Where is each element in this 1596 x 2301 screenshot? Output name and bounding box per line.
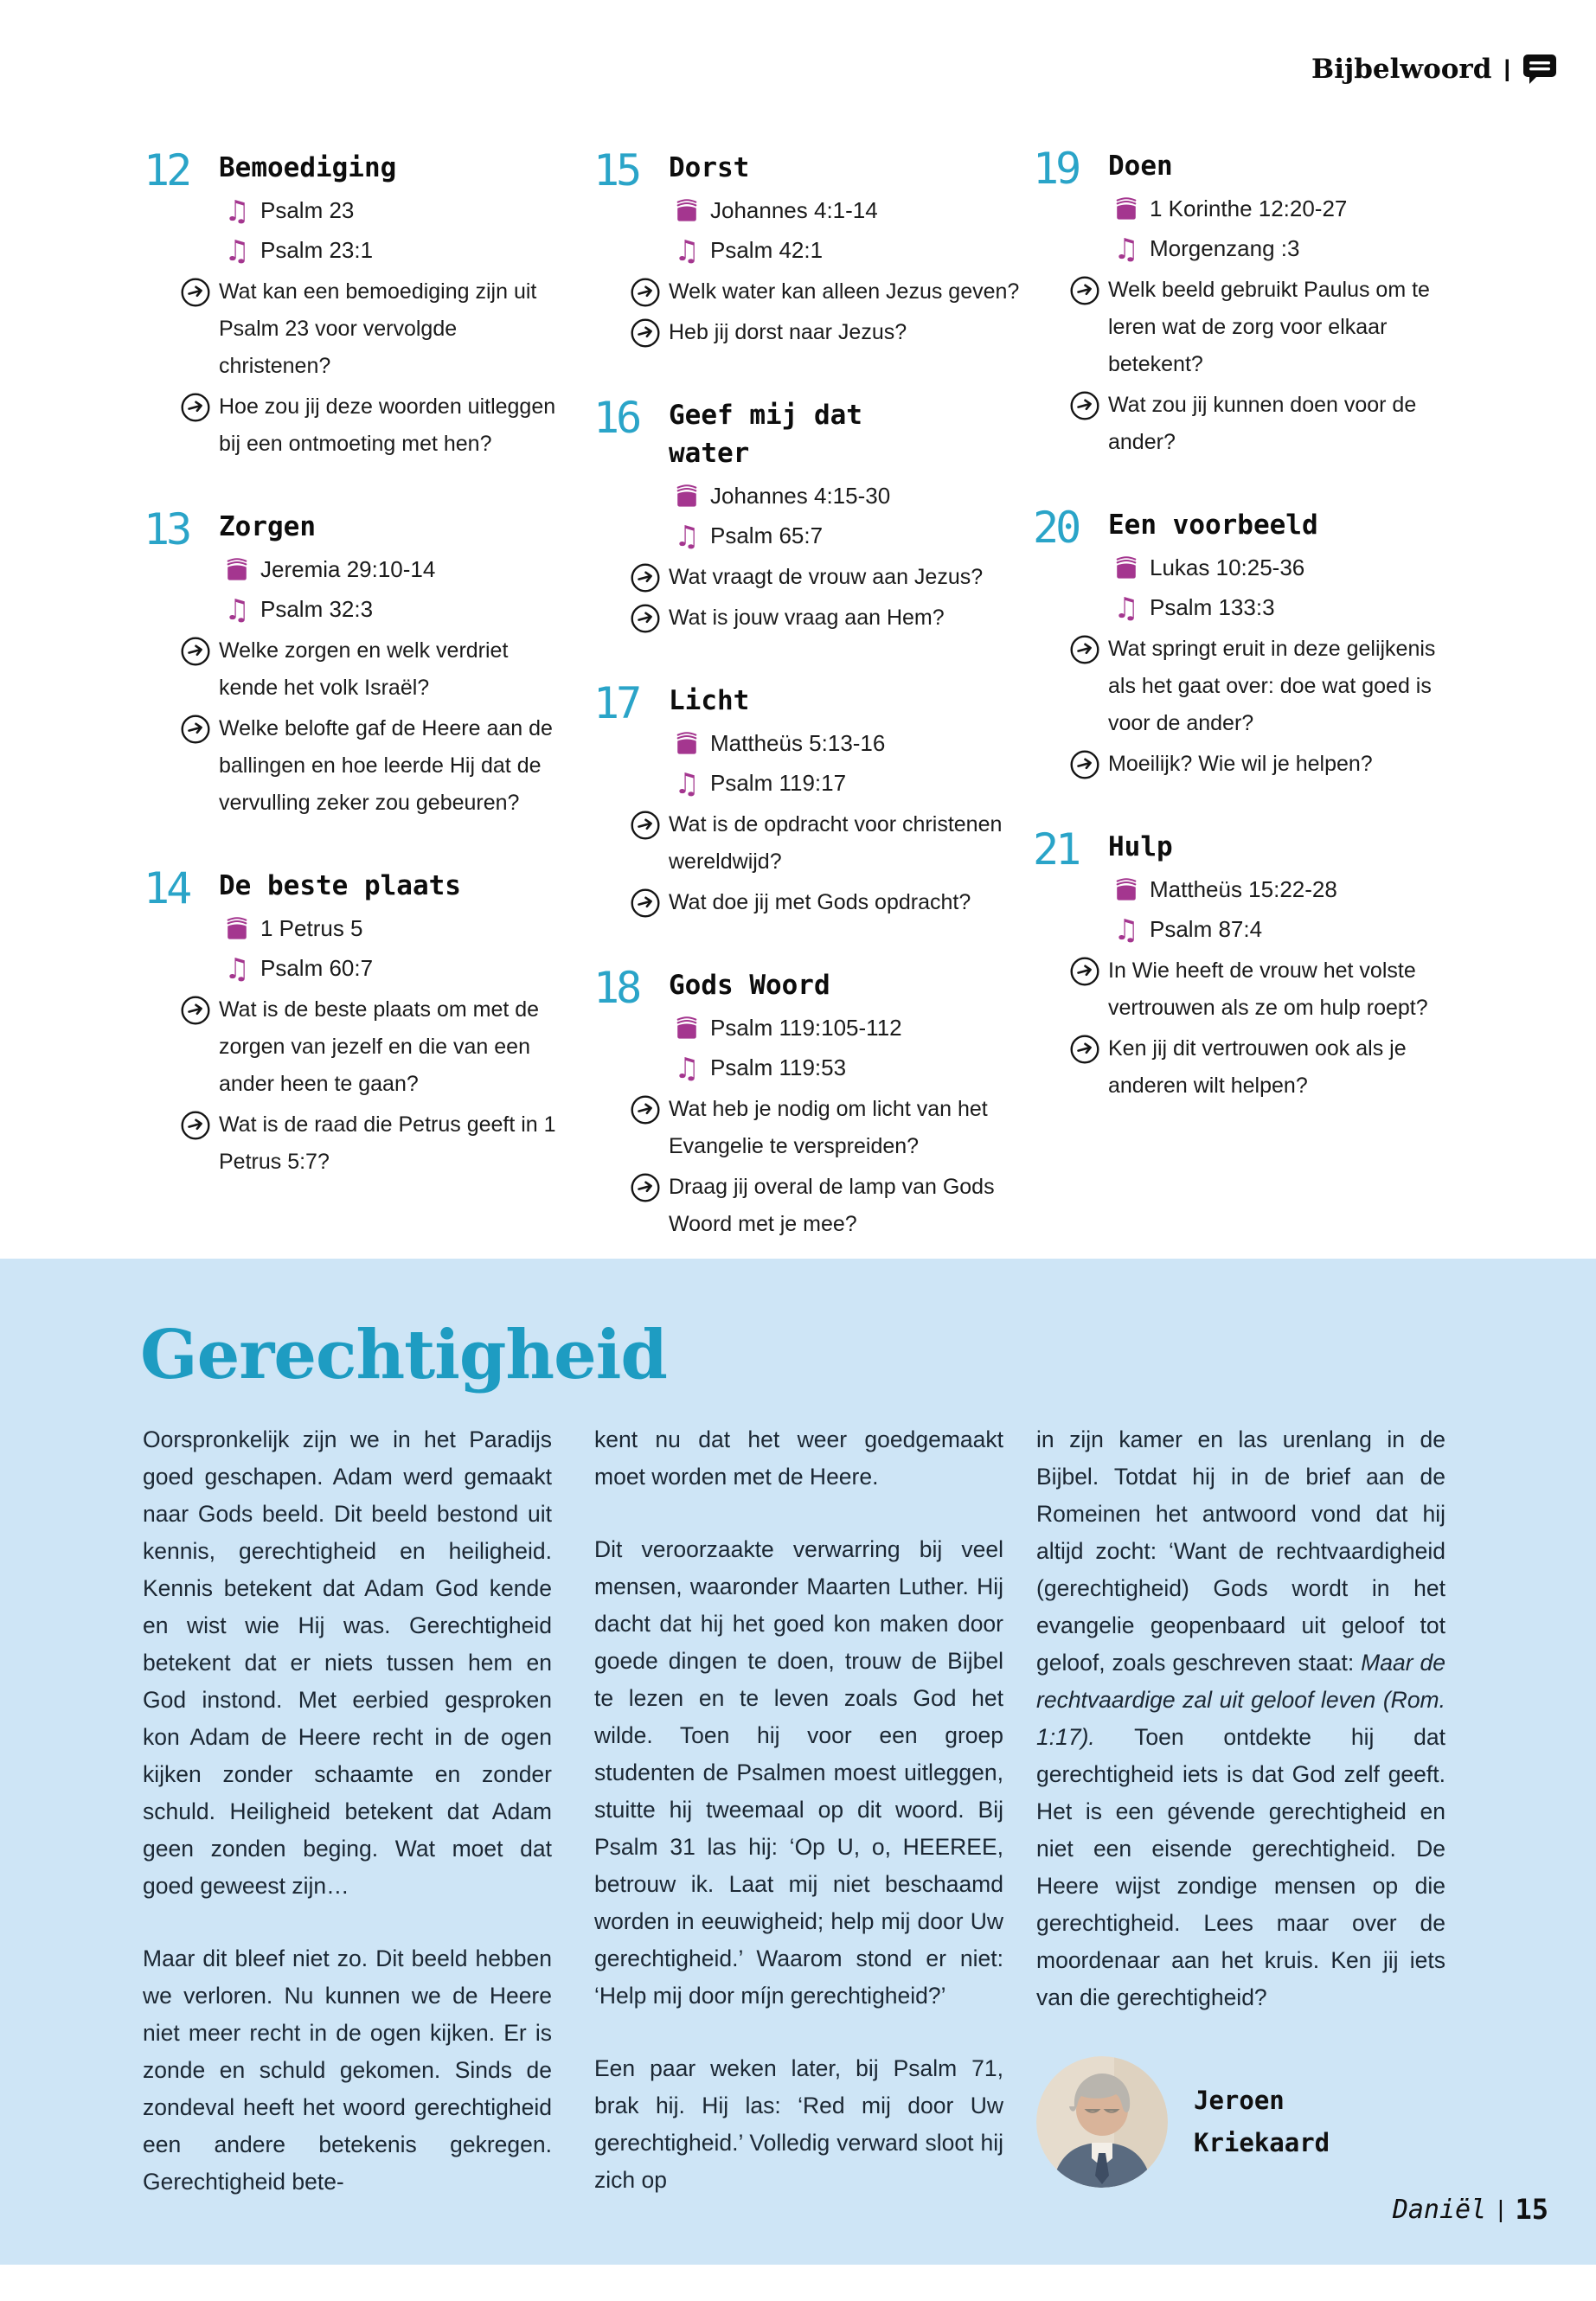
reading-row (674, 1008, 1022, 1048)
arrow-circle-icon (181, 996, 210, 1025)
devotion-number: 17 (593, 678, 639, 728)
arrow-circle-icon (181, 637, 210, 666)
reading-reference: 1 Petrus 5 (260, 914, 363, 941)
question-row (631, 314, 1022, 351)
question-text: Welke belofte gaf de Heere aan de ballingen en hoe leerde Hij dat de vervulling zeker zou gebeuren? (219, 716, 553, 815)
reading-reference: Johannes 4:1-14 (710, 196, 878, 223)
devotion-number: 13 (144, 504, 189, 554)
reading-row (224, 589, 573, 629)
question-row (631, 806, 1022, 881)
book-icon (224, 914, 250, 942)
music-note-icon: ♫ (1113, 590, 1139, 625)
question-row (181, 991, 573, 1103)
arrow-circle-icon (1070, 1035, 1099, 1064)
arrow-circle-icon (631, 318, 660, 348)
question-text: Wat vraagt de vrouw aan Jezus? (669, 565, 984, 589)
music-note-icon: ♫ (674, 233, 700, 267)
arrow-circle-icon (631, 1095, 660, 1125)
reading-reference: Psalm 23:1 (260, 236, 374, 263)
music-note-icon: ♫ (224, 233, 250, 267)
reading-reference: Psalm 23 (260, 196, 355, 223)
music-note-icon: ♫ (674, 518, 700, 553)
book-icon (674, 196, 700, 224)
arrow-circle-icon (631, 1173, 660, 1202)
reading-row (674, 723, 1022, 763)
reading-reference: Psalm 119:53 (710, 1054, 847, 1080)
music-note-icon: ♫ (674, 766, 700, 800)
reading-reference: Psalm 87:4 (1150, 915, 1263, 942)
reading-row (674, 190, 1022, 230)
article-paragraph: Maar dit bleef niet zo. Dit beeld hebben we verloren. Nu kunnen we de Heere niet meer recht in de ogen kijken. Er is zonde en schuld gekomen. Sinds de zondeval heeft het woord gerechtigheid een andere betekenis gekregen. Gerechtigheid bete- (143, 1945, 552, 2195)
question-row (631, 884, 1022, 921)
music-note-icon: ♫ (674, 1050, 700, 1085)
author-name: Jeroen Kriekaard (1194, 2086, 1330, 2157)
arrow-circle-icon (631, 811, 660, 840)
question-row (181, 273, 573, 385)
question-row (1070, 746, 1462, 783)
devotion-column (1033, 144, 1462, 1150)
question-row (631, 1169, 1022, 1243)
speech-bubble-icon (1522, 54, 1557, 85)
brand-title: Bijbelwoord (1311, 54, 1492, 85)
devotion-number: 18 (593, 963, 639, 1013)
arrow-circle-icon (181, 1111, 210, 1140)
reading-row (674, 230, 1022, 270)
devotion-item (593, 963, 1022, 1243)
question-text: Wat is jouw vraag aan Hem? (669, 606, 945, 630)
arrow-circle-icon (631, 278, 660, 307)
devotion-item (1033, 824, 1462, 1105)
magazine-header (1311, 54, 1557, 85)
reading-reference: Psalm 119:17 (710, 769, 847, 796)
question-text: Wat is de beste plaats om met de zorgen van jezelf en die van een ander heen te gaan? (219, 997, 540, 1096)
question-text: Welk beeld gebruikt Paulus om te leren wat de zorg voor elkaar betekent? (1108, 278, 1430, 376)
reading-reference: Jeremia 29:10-14 (260, 555, 436, 582)
devotion-number: 20 (1033, 503, 1079, 553)
question-row (631, 599, 1022, 637)
devotion-number: 12 (144, 145, 189, 195)
music-note-icon: ♫ (224, 193, 250, 228)
book-icon (1113, 195, 1139, 222)
devotion-title: De beste plaats (219, 870, 461, 901)
article-column (594, 1421, 1003, 2199)
arrow-circle-icon (1070, 276, 1099, 305)
devotion-title: Doen (1108, 151, 1173, 182)
question-row (181, 1106, 573, 1181)
devotion-number: 16 (593, 393, 639, 443)
reading-row (224, 549, 573, 589)
question-row (631, 559, 1022, 596)
question-text: Moeilijk? Wie wil je helpen? (1108, 752, 1373, 776)
devotion-title: Een voorbeeld (1108, 510, 1318, 541)
article-paragraph: Oorspronkelijk zijn we in het Paradijs goed geschapen. Adam werd gemaakt naar Gods beeld. Dit beeld bestond uit kennis, gerechtigheid en heiligheid. Kennis betekent dat Adam God kende en wist wie Hij was. Gerechtigheid betekent dat er niets tussen hem en God instond. Met eerbied gesproken kon Adam de Heere recht in de ogen kijken zonder schaamte en zonder schuld. Heiligheid betekent dat Adam geen zonden beging. Wat moet dat goed geweest zijn… (143, 1426, 552, 1899)
devotion-title: Gods Woord (669, 970, 830, 1001)
devotion-title: Zorgen (219, 511, 316, 542)
question-text: Ken jij dit vertrouwen ook als je anderen wilt helpen? (1108, 1036, 1407, 1098)
question-text: In Wie heeft de vrouw het volste vertrouwen als ze om hulp roept? (1108, 958, 1428, 1020)
reading-reference: Psalm 65:7 (710, 522, 824, 548)
devotion-item (144, 504, 573, 822)
reading-reference: Psalm 32:3 (260, 595, 374, 622)
question-row (1070, 387, 1462, 461)
devotion-number: 21 (1033, 824, 1079, 875)
question-text: Wat heb je nodig om licht van het Evangelie te verspreiden? (669, 1097, 988, 1158)
question-row (1070, 1030, 1462, 1105)
reading-reference: Morgenzang :3 (1150, 234, 1300, 261)
article-title: Gerechtigheid (140, 1316, 667, 1394)
question-text: Wat is de raad die Petrus geeft in 1 Petrus 5:7? (219, 1112, 556, 1174)
question-row (1070, 631, 1462, 742)
reading-reference: Psalm 42:1 (710, 236, 824, 263)
arrow-circle-icon (1070, 635, 1099, 664)
arrow-circle-icon (1070, 957, 1099, 986)
arrow-circle-icon (181, 278, 210, 307)
article-paragraph: kent nu dat het weer goedgemaakt moet worden met de Heere. (594, 1426, 1003, 1490)
question-row (181, 632, 573, 707)
reading-reference: Mattheüs 5:13-16 (710, 729, 886, 756)
music-note-icon: ♫ (224, 592, 250, 626)
arrow-circle-icon (181, 393, 210, 422)
question-text: Hoe zou jij deze woorden uitleggen bij een ontmoeting met hen? (219, 394, 556, 456)
book-icon (674, 729, 700, 757)
devotion-item (1033, 503, 1462, 783)
question-text: Welk water kan alleen Jezus geven? (669, 279, 1020, 304)
reading-reference: Psalm 133:3 (1150, 593, 1275, 620)
reading-reference: Psalm 60:7 (260, 954, 374, 981)
devotion-item (593, 393, 1022, 637)
book-icon (1113, 875, 1139, 903)
author-photo (1036, 2056, 1168, 2188)
footer-separator: | (1497, 2195, 1504, 2222)
article-column (1036, 1421, 1445, 2188)
reading-row (224, 230, 573, 270)
arrow-circle-icon (181, 715, 210, 744)
page-number: 15 (1515, 2193, 1548, 2226)
devotion-item (144, 863, 573, 1181)
reading-reference: Lukas 10:25-36 (1150, 554, 1305, 580)
music-note-icon: ♫ (1113, 231, 1139, 266)
reading-reference: Johannes 4:15-30 (710, 482, 891, 509)
reading-row (1113, 548, 1462, 587)
reading-row (224, 908, 573, 948)
article-paragraph: Een paar weken later, bij Psalm 71, brak hij. Hij las: ‘Red mij door Uw gerechtigheid.’ Volledig verward sloot hij zich op (594, 2055, 1003, 2193)
question-text: Draag jij overal de lamp van Gods Woord met je mee? (669, 1175, 995, 1236)
reading-row (1113, 869, 1462, 909)
question-text: Wat doe jij met Gods opdracht? (669, 890, 971, 914)
question-text: Heb jij dorst naar Jezus? (669, 320, 907, 344)
reading-reference: Mattheüs 15:22-28 (1150, 875, 1337, 902)
reading-row (1113, 587, 1462, 627)
reading-row (1113, 909, 1462, 949)
devotion-item (144, 145, 573, 463)
reading-row (1113, 228, 1462, 268)
brand-separator: | (1503, 54, 1510, 81)
author-block (1036, 2056, 1445, 2188)
question-row (631, 273, 1022, 311)
question-row (181, 710, 573, 822)
music-note-icon: ♫ (1113, 912, 1139, 946)
question-row (631, 1091, 1022, 1165)
devotion-title: Dorst (669, 152, 750, 183)
devotion-title: Geef mij dat water (669, 400, 862, 469)
book-icon (224, 555, 250, 583)
devotion-item (1033, 144, 1462, 461)
devotion-title: Licht (669, 685, 750, 716)
arrow-circle-icon (1070, 391, 1099, 420)
reading-reference: Psalm 119:105-112 (710, 1014, 902, 1041)
reading-row (674, 763, 1022, 803)
devotion-column (593, 145, 1022, 1288)
question-text: Wat is de opdracht voor christenen wereldwijd? (669, 812, 1003, 874)
question-row (1070, 272, 1462, 383)
book-icon (674, 1014, 700, 1042)
question-text: Wat springt eruit in deze gelijkenis als het gaat over: doe wat goed is voor de ander? (1108, 637, 1436, 735)
question-text: Wat zou jij kunnen doen voor de ander? (1108, 393, 1417, 454)
article-column (143, 1421, 552, 2201)
devotion-title: Bemoediging (219, 152, 397, 183)
devotion-title: Hulp (1108, 831, 1173, 862)
reading-row (674, 516, 1022, 555)
magazine-name: Daniël (1392, 2194, 1487, 2225)
reading-row (224, 948, 573, 988)
reading-reference: 1 Korinthe 12:20-27 (1150, 195, 1348, 221)
devotion-number: 14 (144, 863, 189, 913)
article-paragraph: Dit veroorzaakte verwarring bij veel mensen, waaronder Maarten Luther. Hij dacht dat hij het goed kon maken door goede dingen te doen, trouw de Bijbel te lezen en te leven zoals God het wilde. Toen hij voor een groep studenten de Psalmen moest uitleggen, stuitte hij tweemaal op dit woord. Bij Psalm 31 las hij: ‘Op U, o, HEEREE, betrouw ik. Laat mij niet beschaamd worden in eeuwigheid; help mij door Uw gerechtigheid.’ Waarom stond er niet: ‘Help mij door míjn gerechtigheid?’ (594, 1536, 1003, 2009)
reading-row (674, 1048, 1022, 1087)
arrow-circle-icon (631, 888, 660, 918)
devotion-column (144, 145, 573, 1226)
arrow-circle-icon (631, 604, 660, 633)
page-footer (1393, 2193, 1548, 2226)
book-icon (1113, 554, 1139, 581)
arrow-circle-icon (1070, 750, 1099, 779)
question-row (181, 388, 573, 463)
question-row (1070, 952, 1462, 1027)
article-paragraph: in zijn kamer en las urenlang in de Bijbel. Totdat hij in de brief aan de Romeinen het antwoord vond dat hij altijd zocht: ‘Want de rechtvaardigheid (gerechtigheid) Gods wordt in het evangelie geopenbaard uit geloof tot geloof, zoals geschreven staat: Maar de rechtvaardige zal uit geloof leven (Rom. 1:17). Toen ontdekte hij dat gerechtigheid iets is dat God zelf geeft. Het is een gévende gerechtigheid en niet een eisende gerechtigheid. De Heere wijst zondige mensen op die gerechtigheid. Lees maar over de moordenaar aan het kruis. Ken jij iets van die gerechtigheid? (1036, 1426, 1446, 2010)
reading-row (674, 476, 1022, 516)
reading-row (1113, 189, 1462, 228)
arrow-circle-icon (631, 563, 660, 593)
music-note-icon: ♫ (224, 951, 250, 985)
reading-row (224, 190, 573, 230)
question-text: Wat kan een bemoediging zijn uit Psalm 23 voor vervolgde christenen? (219, 279, 537, 378)
article-section (0, 1259, 1596, 2265)
devotion-item (593, 145, 1022, 351)
book-icon (674, 482, 700, 510)
question-text: Welke zorgen en welk verdriet kende het volk Israël? (219, 638, 509, 700)
devotion-number: 19 (1033, 144, 1079, 194)
devotion-number: 15 (593, 145, 639, 195)
devotion-item (593, 678, 1022, 921)
